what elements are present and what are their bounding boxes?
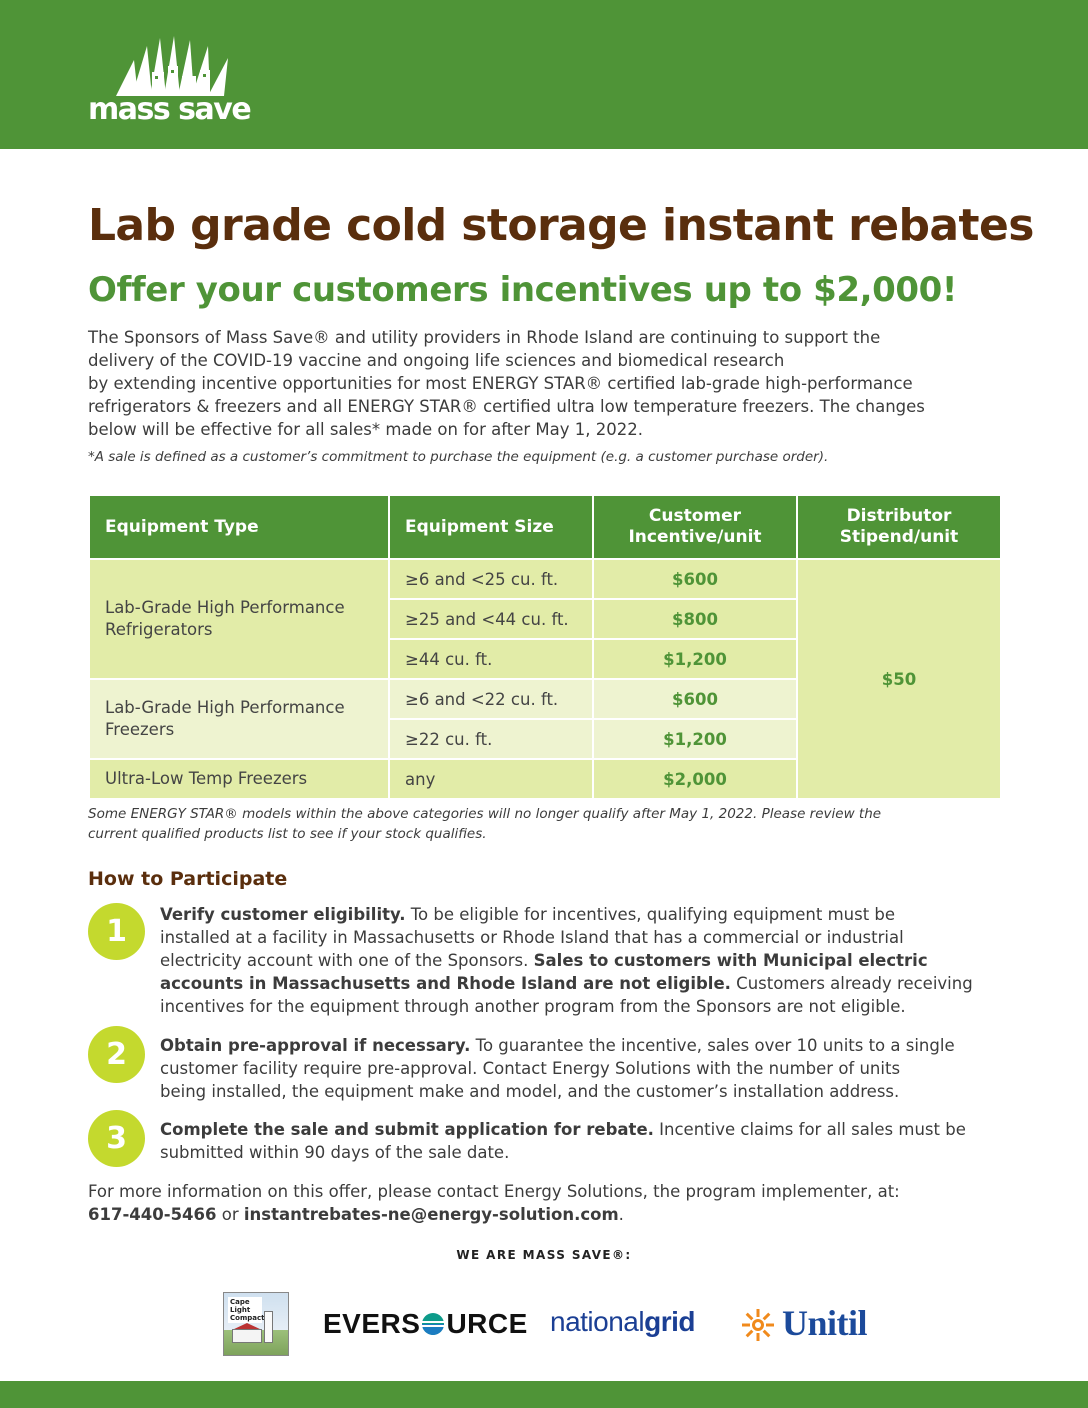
step-line (160, 903, 1008, 926)
house-icon (232, 1329, 262, 1343)
equipment-size-cell: any (389, 759, 593, 799)
step-bold: Obtain pre-approval if necessary. (160, 1036, 471, 1055)
eversource-logo (323, 1308, 528, 1340)
incentive-cell: $2,000 (593, 759, 797, 799)
step-span: electricity account with one of the Sponsors. (160, 951, 534, 970)
equipment-type-line2: Refrigerators (105, 620, 213, 639)
step-line (160, 949, 1008, 972)
step-line: being installed, the equipment make and model, and the customer’s installation address. (160, 1082, 900, 1101)
logo-wordmark: mass save (88, 92, 251, 127)
intro-line: by extending incentive opportunities for most ENERGY STAR® certified lab-grade high-performance (88, 374, 913, 393)
intro-line: The Sponsors of Mass Save® and utility providers in Rhode Island are continuing to support the (88, 328, 881, 347)
equipment-type-cell (89, 559, 389, 679)
email-link[interactable]: instantrebates-ne@energy-solution.com (243, 1205, 619, 1224)
contact-period: . (618, 1205, 624, 1224)
header-incentive-line2: Incentive/unit (628, 527, 762, 547)
step-line (160, 1118, 1008, 1141)
header-customer-incentive (593, 495, 797, 559)
equipment-size-cell: ≥6 and <22 cu. ft. (389, 679, 593, 719)
incentive-cell: $800 (593, 599, 797, 639)
step-line: submitted within 90 days of the sale date. (160, 1143, 510, 1162)
national-grid-logo (550, 1306, 695, 1338)
step-line (160, 972, 1008, 995)
header-distributor-stipend (797, 495, 1001, 559)
table-row (89, 559, 1001, 599)
step-text (160, 903, 1008, 1018)
sale-definition-note: *A sale is defined as a customer’s commitment to purchase the equipment (e.g. a customer purchase order). (88, 449, 829, 465)
cape-light-label: Cape Light Compact (230, 1298, 265, 1322)
step-bold: Verify customer eligibility. (160, 905, 406, 924)
national-grid-text-b: grid (644, 1306, 695, 1337)
header-equipment-size: Equipment Size (389, 495, 593, 559)
rebates-table (88, 494, 1002, 800)
incentive-cell: $600 (593, 559, 797, 599)
step-bold: accounts in Massachusetts and Rhode Island are not eligible. (160, 974, 731, 993)
step-number-badge: 1 (88, 903, 145, 960)
contact-or: or (216, 1205, 244, 1224)
step-text (160, 1034, 1008, 1103)
sponsor-logos (0, 1290, 1088, 1360)
contact-info (88, 1180, 900, 1226)
unitil-wordmark: Unitil (782, 1303, 868, 1343)
header-equipment-type: Equipment Type (89, 495, 389, 559)
step-span: Incentive claims for all sales must be (653, 1120, 966, 1139)
intro-paragraph (88, 326, 1008, 441)
step-line (160, 1034, 1008, 1057)
eversource-text-a: EVERS (323, 1308, 421, 1339)
intro-line: refrigerators & freezers and all ENERGY STAR® certified ultra low temperature freezers. The changes (88, 397, 925, 416)
table-footnote-line: Some ENERGY STAR® models within the above categories will no longer qualify after May 1, 2022. Please review the (88, 806, 882, 822)
eversource-text-b: URCE (446, 1308, 528, 1339)
cape-light-compact-logo (223, 1292, 289, 1356)
incentive-cell: $600 (593, 679, 797, 719)
contact-line: For more information on this offer, please contact Energy Solutions, the program implementer, at: (88, 1182, 900, 1201)
table-footnote (88, 804, 881, 844)
lighthouse-icon (264, 1311, 273, 1343)
header-stipend-line1: Distributor (846, 506, 952, 526)
stipend-cell: $50 (797, 559, 1001, 799)
step-text (160, 1118, 1008, 1164)
we-are-mass-save-label: WE ARE MASS SAVE®: (456, 1248, 632, 1262)
table-header-row (89, 495, 1001, 559)
how-to-heading: How to Participate (88, 868, 288, 890)
contact-line (88, 1203, 900, 1226)
step-span: To be eligible for incentives, qualifying equipment must be (405, 905, 896, 924)
footer-bar (0, 1381, 1088, 1408)
unitil-sun-icon (742, 1309, 774, 1341)
equipment-size-cell: ≥6 and <25 cu. ft. (389, 559, 593, 599)
equipment-type-line2: Freezers (105, 720, 175, 739)
table-footnote-line: current qualified products list to see if your stock qualifies. (88, 826, 487, 842)
step-span: Customers already receiving (730, 974, 973, 993)
step-bold: Sales to customers with Municipal electric (533, 951, 928, 970)
intro-line: delivery of the COVID-19 vaccine and ongoing life sciences and biomedical research (88, 351, 785, 370)
phone-number[interactable]: 617-440-5466 (88, 1205, 217, 1224)
step-line: incentives for the equipment through another program from the Sponsors are not eligible. (160, 997, 906, 1016)
equipment-size-cell: ≥25 and <44 cu. ft. (389, 599, 593, 639)
step-number-badge: 2 (88, 1026, 145, 1083)
step-line: installed at a facility in Massachusetts or Rhode Island that has a commercial or industrial (160, 928, 904, 947)
equipment-type-cell (89, 679, 389, 759)
step-span: To guarantee the incentive, sales over 10 units to a single (470, 1036, 955, 1055)
header-bar (0, 0, 1088, 149)
page-title: Lab grade cold storage instant rebates (88, 200, 1034, 251)
step-line: customer facility require pre-approval. Contact Energy Solutions with the number of units (160, 1059, 901, 1078)
national-grid-text-a: national (550, 1306, 645, 1337)
equipment-type-line1: Lab-Grade High Performance (105, 698, 345, 717)
step-bold: Complete the sale and submit application for rebate. (160, 1120, 654, 1139)
intro-line: below will be effective for all sales* made on for after May 1, 2022. (88, 420, 643, 439)
step-number-badge: 3 (88, 1110, 145, 1167)
incentive-cell: $1,200 (593, 639, 797, 679)
page-subtitle: Offer your customers incentives up to $2,000! (88, 270, 958, 310)
eversource-o-icon (421, 1312, 445, 1336)
equipment-size-cell: ≥44 cu. ft. (389, 639, 593, 679)
sunburst-icon (112, 36, 262, 98)
header-stipend-line2: Stipend/unit (839, 527, 959, 547)
header-incentive-line1: Customer (648, 506, 742, 526)
mass-save-logo (88, 36, 268, 128)
incentive-cell: $1,200 (593, 719, 797, 759)
equipment-type-cell: Ultra-Low Temp Freezers (89, 759, 389, 799)
equipment-size-cell: ≥22 cu. ft. (389, 719, 593, 759)
equipment-type-line1: Lab-Grade High Performance (105, 598, 345, 617)
